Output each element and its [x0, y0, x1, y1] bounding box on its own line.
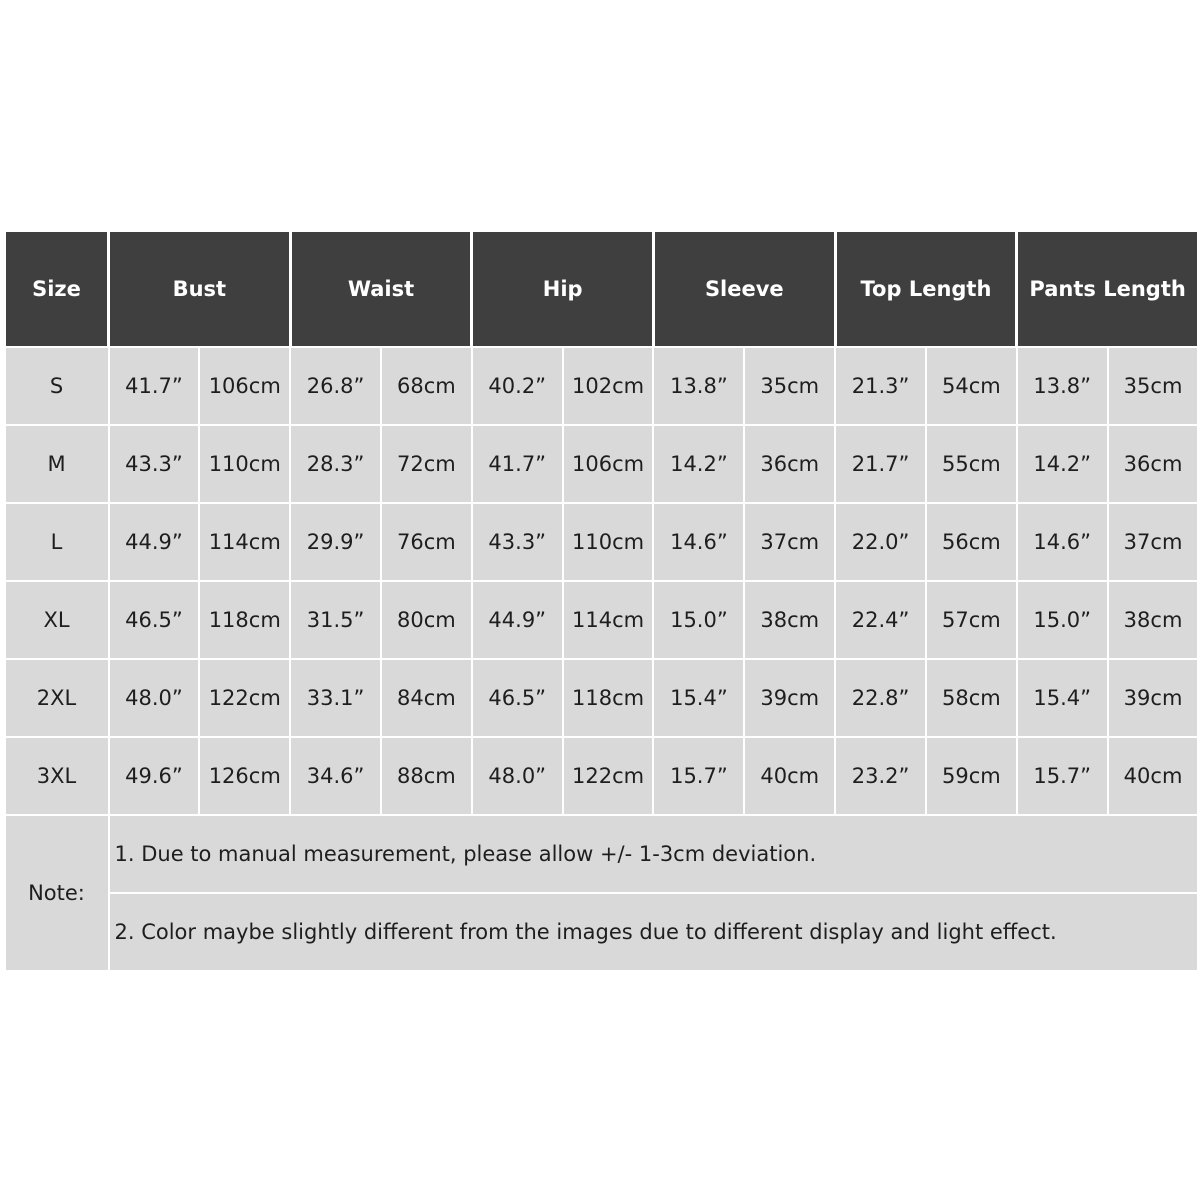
measurement-cell: 48.0” [472, 737, 563, 815]
measurement-cell: 88cm [381, 737, 472, 815]
size-cell: XL [5, 581, 109, 659]
size-cell: S [5, 347, 109, 425]
header-hip: Hip [472, 231, 654, 347]
measurement-cell: 114cm [199, 503, 290, 581]
measurement-cell: 21.7” [835, 425, 926, 503]
measurement-cell: 84cm [381, 659, 472, 737]
table-row [5, 503, 1199, 581]
measurement-cell: 26.8” [290, 347, 381, 425]
measurement-cell: 39cm [744, 659, 835, 737]
table-row [5, 737, 1199, 815]
measurement-cell: 102cm [563, 347, 654, 425]
measurement-cell: 23.2” [835, 737, 926, 815]
measurement-cell: 22.4” [835, 581, 926, 659]
measurement-cell: 49.6” [109, 737, 200, 815]
note-row-1 [5, 815, 1199, 893]
measurement-cell: 43.3” [472, 503, 563, 581]
measurement-cell: 57cm [926, 581, 1017, 659]
header-sleeve: Sleeve [653, 231, 835, 347]
measurement-cell: 35cm [744, 347, 835, 425]
measurement-cell: 15.0” [1017, 581, 1108, 659]
measurement-cell: 35cm [1108, 347, 1199, 425]
measurement-cell: 106cm [563, 425, 654, 503]
measurement-cell: 13.8” [1017, 347, 1108, 425]
note-label: Note: [5, 815, 109, 971]
measurement-cell: 15.7” [1017, 737, 1108, 815]
measurement-cell: 31.5” [290, 581, 381, 659]
measurement-cell: 118cm [563, 659, 654, 737]
measurement-cell: 80cm [381, 581, 472, 659]
measurement-cell: 39cm [1108, 659, 1199, 737]
measurement-cell: 15.4” [1017, 659, 1108, 737]
measurement-cell: 46.5” [472, 659, 563, 737]
measurement-cell: 34.6” [290, 737, 381, 815]
size-cell: L [5, 503, 109, 581]
measurement-cell: 44.9” [109, 503, 200, 581]
size-cell: 3XL [5, 737, 109, 815]
measurement-cell: 43.3” [109, 425, 200, 503]
measurement-cell: 126cm [199, 737, 290, 815]
measurement-cell: 15.4” [653, 659, 744, 737]
measurement-cell: 122cm [199, 659, 290, 737]
measurement-cell: 55cm [926, 425, 1017, 503]
measurement-cell: 38cm [744, 581, 835, 659]
measurement-cell: 33.1” [290, 659, 381, 737]
measurement-cell: 15.0” [653, 581, 744, 659]
header-pants-length: Pants Length [1017, 231, 1199, 347]
table-body [5, 347, 1199, 971]
measurement-cell: 44.9” [472, 581, 563, 659]
size-chart-table [3, 230, 1200, 972]
measurement-cell: 68cm [381, 347, 472, 425]
measurement-cell: 48.0” [109, 659, 200, 737]
measurement-cell: 54cm [926, 347, 1017, 425]
measurement-cell: 28.3” [290, 425, 381, 503]
measurement-cell: 22.0” [835, 503, 926, 581]
measurement-cell: 14.2” [1017, 425, 1108, 503]
measurement-cell: 14.2” [653, 425, 744, 503]
note-line-2: 2. Color maybe slightly different from the images due to different display and light effect. [109, 893, 1199, 971]
measurement-cell: 56cm [926, 503, 1017, 581]
table-row [5, 581, 1199, 659]
header-top-length: Top Length [835, 231, 1017, 347]
header-bust: Bust [109, 231, 291, 347]
measurement-cell: 21.3” [835, 347, 926, 425]
measurement-cell: 72cm [381, 425, 472, 503]
measurement-cell: 14.6” [653, 503, 744, 581]
table-row [5, 425, 1199, 503]
measurement-cell: 59cm [926, 737, 1017, 815]
measurement-cell: 36cm [1108, 425, 1199, 503]
measurement-cell: 36cm [744, 425, 835, 503]
measurement-cell: 76cm [381, 503, 472, 581]
measurement-cell: 118cm [199, 581, 290, 659]
measurement-cell: 22.8” [835, 659, 926, 737]
measurement-cell: 40cm [744, 737, 835, 815]
measurement-cell: 15.7” [653, 737, 744, 815]
measurement-cell: 106cm [199, 347, 290, 425]
measurement-cell: 29.9” [290, 503, 381, 581]
measurement-cell: 14.6” [1017, 503, 1108, 581]
header-size: Size [5, 231, 109, 347]
measurement-cell: 40cm [1108, 737, 1199, 815]
note-line-1: 1. Due to manual measurement, please allow +/- 1-3cm deviation. [109, 815, 1199, 893]
measurement-cell: 58cm [926, 659, 1017, 737]
measurement-cell: 122cm [563, 737, 654, 815]
table-row [5, 659, 1199, 737]
header-waist: Waist [290, 231, 472, 347]
header-row [5, 231, 1199, 347]
note-row-2 [5, 893, 1199, 971]
measurement-cell: 41.7” [109, 347, 200, 425]
measurement-cell: 38cm [1108, 581, 1199, 659]
measurement-cell: 110cm [199, 425, 290, 503]
measurement-cell: 46.5” [109, 581, 200, 659]
measurement-cell: 40.2” [472, 347, 563, 425]
size-cell: 2XL [5, 659, 109, 737]
measurement-cell: 114cm [563, 581, 654, 659]
measurement-cell: 37cm [744, 503, 835, 581]
size-cell: M [5, 425, 109, 503]
table-row [5, 347, 1199, 425]
measurement-cell: 37cm [1108, 503, 1199, 581]
measurement-cell: 41.7” [472, 425, 563, 503]
measurement-cell: 110cm [563, 503, 654, 581]
measurement-cell: 13.8” [653, 347, 744, 425]
